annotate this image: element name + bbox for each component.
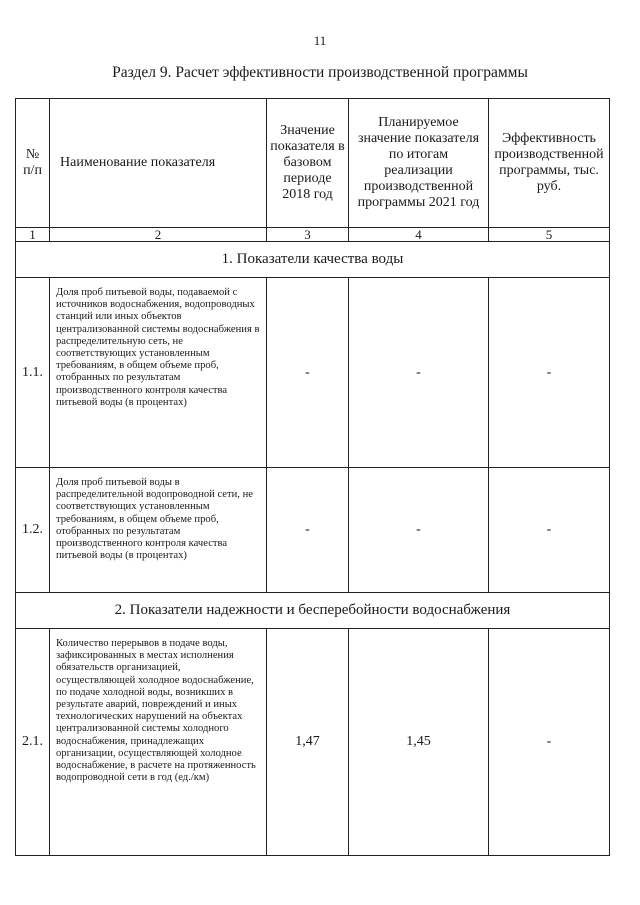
row-planned-value: - <box>349 468 489 593</box>
row-base-value: - <box>267 278 349 468</box>
row-planned-value: - <box>349 278 489 468</box>
group-header-row <box>16 593 610 629</box>
table-row <box>16 278 610 468</box>
row-name: Доля проб питьевой воды в распределительной водопроводной сети, не соответствующих установленным требованиям, в общем объеме проб, отобранных по результатам производственного контроля качества питьевой воды (в процентах) <box>50 468 267 593</box>
row-planned-value: 1,45 <box>349 629 489 856</box>
header-base-value: Значение показателя в базовом периоде 2018 год <box>267 99 349 228</box>
table-row <box>16 629 610 856</box>
header-planned-value: Планируемое значение показателя по итогам реализации производственной программы 2021 год <box>349 99 489 228</box>
row-index: 2.1. <box>16 629 50 856</box>
header-name: Наименование показателя <box>50 99 267 228</box>
row-index: 1.1. <box>16 278 50 468</box>
column-number: 3 <box>267 228 349 242</box>
group-header-row <box>16 242 610 278</box>
table-row <box>16 468 610 593</box>
row-efficiency: - <box>489 278 610 468</box>
row-efficiency: - <box>489 468 610 593</box>
row-index: 1.2. <box>16 468 50 593</box>
column-number: 2 <box>50 228 267 242</box>
header-row <box>16 99 610 228</box>
group-title: 2. Показатели надежности и бесперебойности водоснабжения <box>16 593 610 629</box>
header-efficiency: Эффективность производственной программы, тыс. руб. <box>489 99 610 228</box>
row-name: Количество перерывов в подаче воды, зафиксированных в местах исполнения обязательств организацией, осуществляющей холодное водоснабжение, по подаче холодной воды, возникших в результате аварий, повреждений и иных технологических нарушений на объектах централизованной системы холодного водоснабжения, принадлежащих организации, осуществляющей холодное водоснабжение, в расчете на протяженность водопроводной сети в год (ед./км) <box>50 629 267 856</box>
efficiency-table <box>15 98 610 856</box>
group-title: 1. Показатели качества воды <box>16 242 610 278</box>
column-number: 1 <box>16 228 50 242</box>
row-name: Доля проб питьевой воды, подаваемой с источников водоснабжения, водопроводных станций или иных объектов централизованной системы водоснабжения в распределительную сеть, не соответствующих установленным требованиям, в общем объеме проб, отобранных по результатам производственного контроля качества питьевой воды (в процентах) <box>50 278 267 468</box>
section-title: Раздел 9. Расчет эффективности производственной программы <box>112 64 528 81</box>
column-numbers-row <box>16 228 610 242</box>
page-number: 11 <box>313 33 327 48</box>
column-number: 5 <box>489 228 610 242</box>
row-base-value: 1,47 <box>267 629 349 856</box>
row-base-value: - <box>267 468 349 593</box>
column-number: 4 <box>349 228 489 242</box>
row-efficiency: - <box>489 629 610 856</box>
header-index: № п/п <box>16 99 50 228</box>
